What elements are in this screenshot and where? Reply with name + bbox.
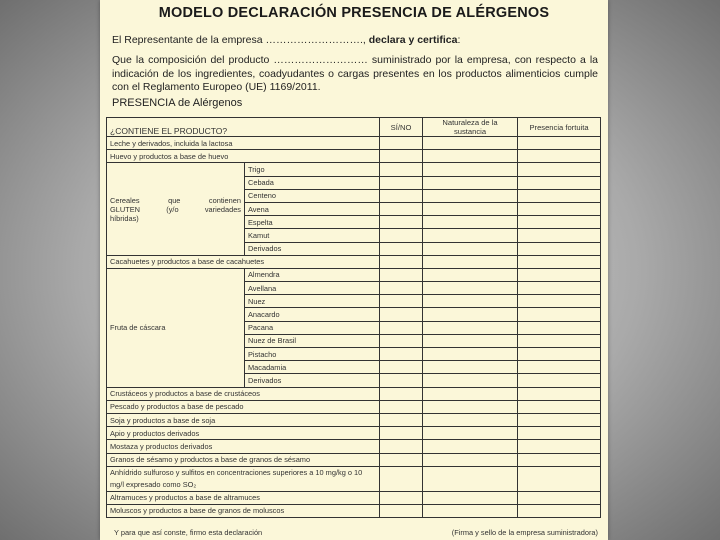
cereal-word: que <box>168 195 181 205</box>
declares-certifies: declara y certifica <box>368 34 458 46</box>
yes-no-cell[interactable] <box>380 504 423 517</box>
row-label: Apio y productos derivados <box>107 427 380 440</box>
fortuitous-cell[interactable] <box>518 216 601 229</box>
table-row <box>107 440 601 453</box>
yes-no-cell[interactable] <box>380 387 423 400</box>
table-row <box>107 466 601 491</box>
fortuitous-cell[interactable] <box>518 334 601 347</box>
yes-no-cell[interactable] <box>380 348 423 361</box>
yes-no-cell[interactable] <box>380 189 423 202</box>
cereal-item: Centeno <box>245 189 380 202</box>
table-row <box>107 387 601 400</box>
nature-cell[interactable] <box>423 163 518 176</box>
row-label: Cacahuetes y productos a base de cacahuetes <box>107 255 380 268</box>
allergen-table <box>106 117 601 518</box>
declaration-form-page <box>100 0 608 540</box>
yes-no-cell[interactable] <box>380 163 423 176</box>
nature-cell[interactable] <box>423 268 518 281</box>
nature-cell[interactable] <box>423 374 518 387</box>
fortuitous-cell[interactable] <box>518 374 601 387</box>
fortuitous-cell[interactable] <box>518 202 601 215</box>
nuts-group-label: Fruta de cáscara <box>107 268 245 387</box>
fortuitous-cell[interactable] <box>518 176 601 189</box>
yes-no-cell[interactable] <box>380 150 423 163</box>
nut-item: Macadamia <box>245 361 380 374</box>
nature-cell[interactable] <box>423 229 518 242</box>
cereal-word: contienen <box>208 195 241 205</box>
yes-no-cell[interactable] <box>380 242 423 255</box>
fortuitous-cell[interactable] <box>518 308 601 321</box>
nature-cell[interactable] <box>423 137 518 150</box>
nature-cell[interactable] <box>423 202 518 215</box>
cereal-item: Cebada <box>245 176 380 189</box>
fortuitous-cell[interactable] <box>518 504 601 517</box>
footer-signature: (Firma y sello de la empresa suministradora) <box>451 528 598 537</box>
fortuitous-cell[interactable] <box>518 387 601 400</box>
table-row <box>107 504 601 517</box>
cereal-item: Espelta <box>245 216 380 229</box>
yes-no-cell[interactable] <box>380 137 423 150</box>
fortuitous-cell[interactable] <box>518 400 601 413</box>
fortuitous-cell[interactable] <box>518 413 601 426</box>
representative-line <box>112 34 598 46</box>
cereal-item: Kamut <box>245 229 380 242</box>
fortuitous-cell[interactable] <box>518 348 601 361</box>
nature-cell[interactable] <box>423 413 518 426</box>
nut-item: Anacardo <box>245 308 380 321</box>
yes-no-cell[interactable] <box>380 308 423 321</box>
nature-cell[interactable] <box>423 453 518 466</box>
cereal-word: (y/o <box>166 204 179 214</box>
row-label: Granos de sésamo y productos a base de granos de sésamo <box>107 453 380 466</box>
yes-no-cell[interactable] <box>380 216 423 229</box>
nature-cell[interactable] <box>423 176 518 189</box>
fortuitous-cell[interactable] <box>518 321 601 334</box>
nature-cell[interactable] <box>423 427 518 440</box>
cereal-item: Avena <box>245 202 380 215</box>
row-label-sulphites: Anhídrido sulfuroso y sulfitos en concentraciones superiores a 10 mg/kg o 10 mg/l expresado como SO₂ <box>107 466 380 491</box>
header-fortuitous: Presencia fortuita <box>518 118 601 137</box>
fortuitous-cell[interactable] <box>518 163 601 176</box>
table-row <box>107 491 601 504</box>
nature-cell[interactable] <box>423 242 518 255</box>
yes-no-cell[interactable] <box>380 440 423 453</box>
nature-cell[interactable] <box>423 150 518 163</box>
nut-item: Pacana <box>245 321 380 334</box>
fortuitous-cell[interactable] <box>518 491 601 504</box>
nature-cell[interactable] <box>423 440 518 453</box>
nature-cell[interactable] <box>423 255 518 268</box>
nut-item: Nuez <box>245 295 380 308</box>
fortuitous-cell[interactable] <box>518 453 601 466</box>
fortuitous-cell[interactable] <box>518 255 601 268</box>
yes-no-cell[interactable] <box>380 374 423 387</box>
row-label: Leche y derivados, incluida la lactosa <box>107 137 380 150</box>
row-label: Pescado y productos a base de pescado <box>107 400 380 413</box>
fortuitous-cell[interactable] <box>518 295 601 308</box>
yes-no-cell[interactable] <box>380 295 423 308</box>
row-label: Altramuces y productos a base de altramuces <box>107 491 380 504</box>
header-yes-no: SÍ/NO <box>380 118 423 137</box>
yes-no-cell[interactable] <box>380 321 423 334</box>
cereal-word: Cereales <box>110 195 140 205</box>
nut-item: Pistacho <box>245 348 380 361</box>
nature-cell[interactable] <box>423 400 518 413</box>
yes-no-cell[interactable] <box>380 268 423 281</box>
nut-item: Nuez de Brasil <box>245 334 380 347</box>
yes-no-cell[interactable] <box>380 202 423 215</box>
nature-cell[interactable] <box>423 348 518 361</box>
yes-no-cell[interactable] <box>380 334 423 347</box>
form-title: MODELO DECLARACIÓN PRESENCIA DE ALÉRGENOS <box>158 5 550 21</box>
nature-cell[interactable] <box>423 189 518 202</box>
cereal-item: Trigo <box>245 163 380 176</box>
fortuitous-cell[interactable] <box>518 427 601 440</box>
row-label: Soja y productos a base de soja <box>107 413 380 426</box>
header-nature: Naturaleza de la sustancia <box>423 118 518 137</box>
fortuitous-cell[interactable] <box>518 150 601 163</box>
table-row <box>107 413 601 426</box>
yes-no-cell[interactable] <box>380 282 423 295</box>
nut-item: Avellana <box>245 282 380 295</box>
nut-item: Derivados <box>245 374 380 387</box>
header-question: ¿CONTIENE EL PRODUCTO? <box>107 118 380 137</box>
fortuitous-cell[interactable] <box>518 189 601 202</box>
cereals-group-label <box>107 163 245 255</box>
nature-cell[interactable] <box>423 334 518 347</box>
nut-item: Almendra <box>245 268 380 281</box>
table-row <box>107 453 601 466</box>
nature-cell[interactable] <box>423 321 518 334</box>
cereal-word: variedades <box>204 204 241 214</box>
nature-cell[interactable] <box>423 491 518 504</box>
cereal-item: Derivados <box>245 242 380 255</box>
yes-no-cell[interactable] <box>380 427 423 440</box>
yes-no-cell[interactable] <box>380 453 423 466</box>
nature-cell[interactable] <box>423 295 518 308</box>
nature-cell[interactable] <box>423 361 518 374</box>
yes-no-cell[interactable] <box>380 361 423 374</box>
nature-cell[interactable] <box>423 387 518 400</box>
fortuitous-cell[interactable] <box>518 242 601 255</box>
table-row <box>107 268 601 281</box>
yes-no-cell[interactable] <box>380 229 423 242</box>
compliance-statement: Que la composición del producto ……………………… suministrado por la empresa, con respecto a la indicación de los ingredientes, coadyudantes o cargas presentes en los productos alimenticios cumple con el Reglamento Europeo (UE) 1169/2011. <box>112 54 598 93</box>
row-label: Huevo y productos a base de huevo <box>107 150 380 163</box>
fortuitous-cell[interactable] <box>518 361 601 374</box>
cereal-word: híbridas) <box>110 213 139 223</box>
nature-cell[interactable] <box>423 308 518 321</box>
fortuitous-cell[interactable] <box>518 440 601 453</box>
yes-no-cell[interactable] <box>380 491 423 504</box>
cereal-word: GLUTEN <box>110 204 140 214</box>
row-label: Moluscos y productos a base de granos de moluscos <box>107 504 380 517</box>
nature-cell[interactable] <box>423 216 518 229</box>
representative-suffix: : <box>457 34 461 46</box>
table-row <box>107 137 601 150</box>
yes-no-cell[interactable] <box>380 400 423 413</box>
fortuitous-cell[interactable] <box>518 137 601 150</box>
yes-no-cell[interactable] <box>380 176 423 189</box>
fortuitous-cell[interactable] <box>518 268 601 281</box>
row-label: Crustáceos y productos a base de crustáceos <box>107 387 380 400</box>
nature-cell[interactable] <box>423 282 518 295</box>
section-title: PRESENCIA de Alérgenos <box>112 97 243 109</box>
table-row <box>107 255 601 268</box>
row-label: Mostaza y productos derivados <box>107 440 380 453</box>
fortuitous-cell[interactable] <box>518 466 601 491</box>
representative-prefix: El Representante de la empresa ………………………., <box>112 34 369 46</box>
nature-cell[interactable] <box>423 466 518 491</box>
footer-declaration: Y para que así conste, firmo esta declaración <box>114 528 263 537</box>
table-row <box>107 163 601 176</box>
table-row <box>107 427 601 440</box>
yes-no-cell[interactable] <box>380 466 423 491</box>
fortuitous-cell[interactable] <box>518 229 601 242</box>
yes-no-cell[interactable] <box>380 255 423 268</box>
table-header-row <box>107 118 601 137</box>
table-row <box>107 400 601 413</box>
fortuitous-cell[interactable] <box>518 282 601 295</box>
table-row <box>107 150 601 163</box>
nature-cell[interactable] <box>423 504 518 517</box>
yes-no-cell[interactable] <box>380 413 423 426</box>
